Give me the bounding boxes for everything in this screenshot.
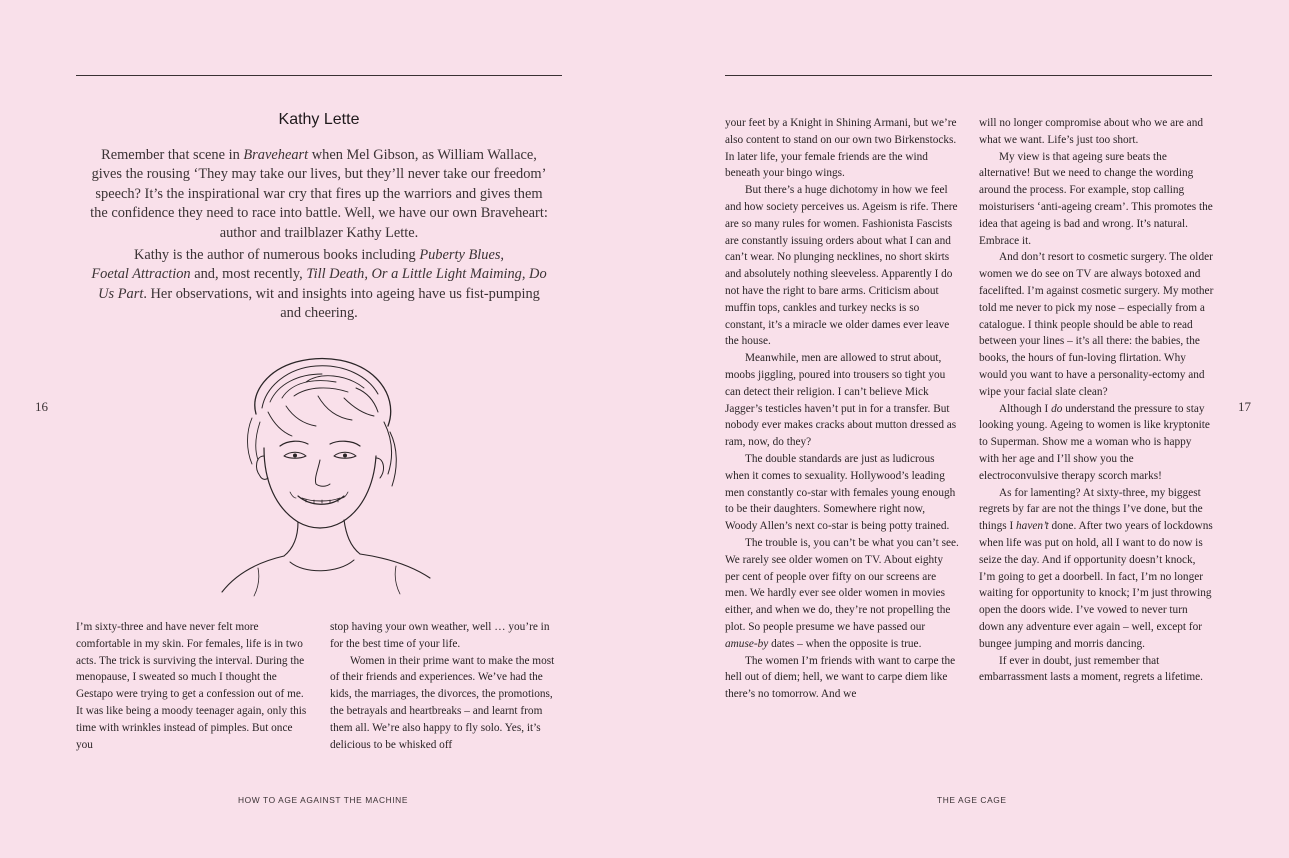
paragraph: Although I do understand the pressure to stay looking young. Ageing to women is like kryptonite to Superman. Show me a woman who is happy with her age and I’ll show you the electroconvulsive therapy scorch marks!: [979, 402, 1210, 482]
page-number-left: 16: [35, 399, 48, 414]
intro-paragraph-2: Kathy is the author of numerous books including Puberty Blues, Foetal Attraction and, most recently, Till Death, Or a Little Light Maiming, Do Us Part. Her observations, wit and insights into ageing have us fist-pumping and cheering.: [91, 247, 547, 322]
paragraph: But there’s a huge dichotomy in how we feel and how society perceives us. Ageism is rife. There are so many rules for women. Fashionista Fascists are constantly issuing orders about what I can and can’t wear. No plunging necklines, no short skirts and absolutely nothing sleeveless. Apparently I do not have the right to bare arms. Criticism about muffin tops, cankles and turkey necks is so constant, it’s a miracle we older dames ever leave the house.: [725, 184, 958, 348]
paragraph: The double standards are just as ludicrous when it comes to sexuality. Hollywood’s leading men constantly co-star with females young enough to be their daughters. Somewhere right now, Woody Allen’s next co-star is being potty trained.: [725, 452, 956, 533]
body-column-3: [725, 115, 960, 703]
paragraph: And don’t resort to cosmetic surgery. The older women we do see on TV are always botoxed and facelifted. I’m against cosmetic surgery. My mother told me never to pick my nose – especially from a catalogue. I think people should be able to read between your lines – it’s all there: the babies, the books, the hours of fun-loving flirtation. Why would you want to have a personality-ectomy and wipe your facial slate clean?: [979, 251, 1214, 398]
top-rule-right: [725, 75, 1212, 76]
paragraph: If ever in doubt, just remember that embarrassment lasts a moment, regrets a lifetime.: [979, 654, 1203, 684]
page-number-right: 17: [1238, 399, 1251, 414]
running-footer-left: HOW TO AGE AGAINST THE MACHINE: [238, 795, 409, 805]
paragraph: The women I’m friends with want to carpe the hell out of diem; hell, we want to carpe diem like there’s no tomorrow. And we: [725, 654, 956, 701]
paragraph: As for lamenting? At sixty-three, my biggest regrets by far are not the things I’ve done, but the things I haven’t done. After two years of lockdowns when life was put on hold, all I want to do now is seize the day. And if opportunity doesn’t knock, I’m going to get a doorbell. In fact, I’m no longer waiting for opportunity to knock; I’m just throwing open the doors wide. I’ve vowed to never turn down any adventure ever again – well, except for bungee jumping and morris dancing.: [979, 486, 1213, 650]
portrait-illustration: [198, 352, 448, 597]
paragraph: Women in their prime want to make the most of their friends and experiences. We’ve had the kids, the marriages, the divorces, the promotions, the betrayals and heartbreaks – and learnt from them all. We’re also happy to fly solo. Yes, it’s delicious to be whisked off: [330, 654, 555, 751]
body-column-2: [330, 619, 562, 753]
body-column-4: [979, 115, 1214, 686]
page-title: Kathy Lette: [278, 111, 360, 128]
body-column-1: [76, 619, 308, 753]
paragraph: your feet by a Knight in Shining Armani, but we’re also content to stand on our own two Birkenstocks. In later life, your female friends are the wind beneath your bingo wings.: [725, 117, 957, 180]
paragraph: stop having your own weather, well … you’re in for the best time of your life.: [330, 621, 550, 650]
running-footer-right: THE AGE CAGE: [937, 795, 1007, 805]
top-rule-left: [76, 75, 562, 76]
paragraph: I’m sixty-three and have never felt more comfortable in my skin. For females, life is in two acts. The trick is surviving the interval. During the menopause, I sweated so much I thought the Gestapo were trying to get a confession out of me. It was like being a moody teenager again, only this time with wrinkles instead of pimples. But once you: [76, 621, 307, 751]
paragraph: Meanwhile, men are allowed to strut about, moobs jiggling, poured into trousers so tight you can detect their religion. I can’t believe Mick Jagger’s testicles haven’t put in for a transfer. But nobody ever makes cracks about mutton dressed as ram, now, do they?: [725, 352, 957, 449]
intro-text: [86, 146, 552, 327]
paragraph: My view is that ageing sure beats the alternative! But we need to change the wording around the process. For example, stop calling moisturisers ‘anti-ageing cream’. This promotes the idea that ageing is bad and wrong. It’s natural. Embrace it.: [979, 150, 1213, 247]
paragraph: will no longer compromise about who we are and what we want. Life’s just too short.: [979, 117, 1203, 146]
paragraph: The trouble is, you can’t be what you can’t see. We rarely see older women on TV. About eighty per cent of people over fifty on our screens are men. We hardly ever see older women in movies either, and when we do, they’re not propelling the plot. So people presume we have passed our amuse-by dates – when the opposite is true.: [725, 536, 959, 650]
intro-paragraph-1: Remember that scene in Braveheart when Mel Gibson, as William Wallace, gives the rousing ‘They may take our lives, but they’ll never take our freedom’ speech? It’s the inspirational war cry that fires up the warriors and gives them the confidence they need to race into battle. Well, we have our own Braveheart: author and trailblazer Kathy Lette.: [90, 147, 548, 241]
